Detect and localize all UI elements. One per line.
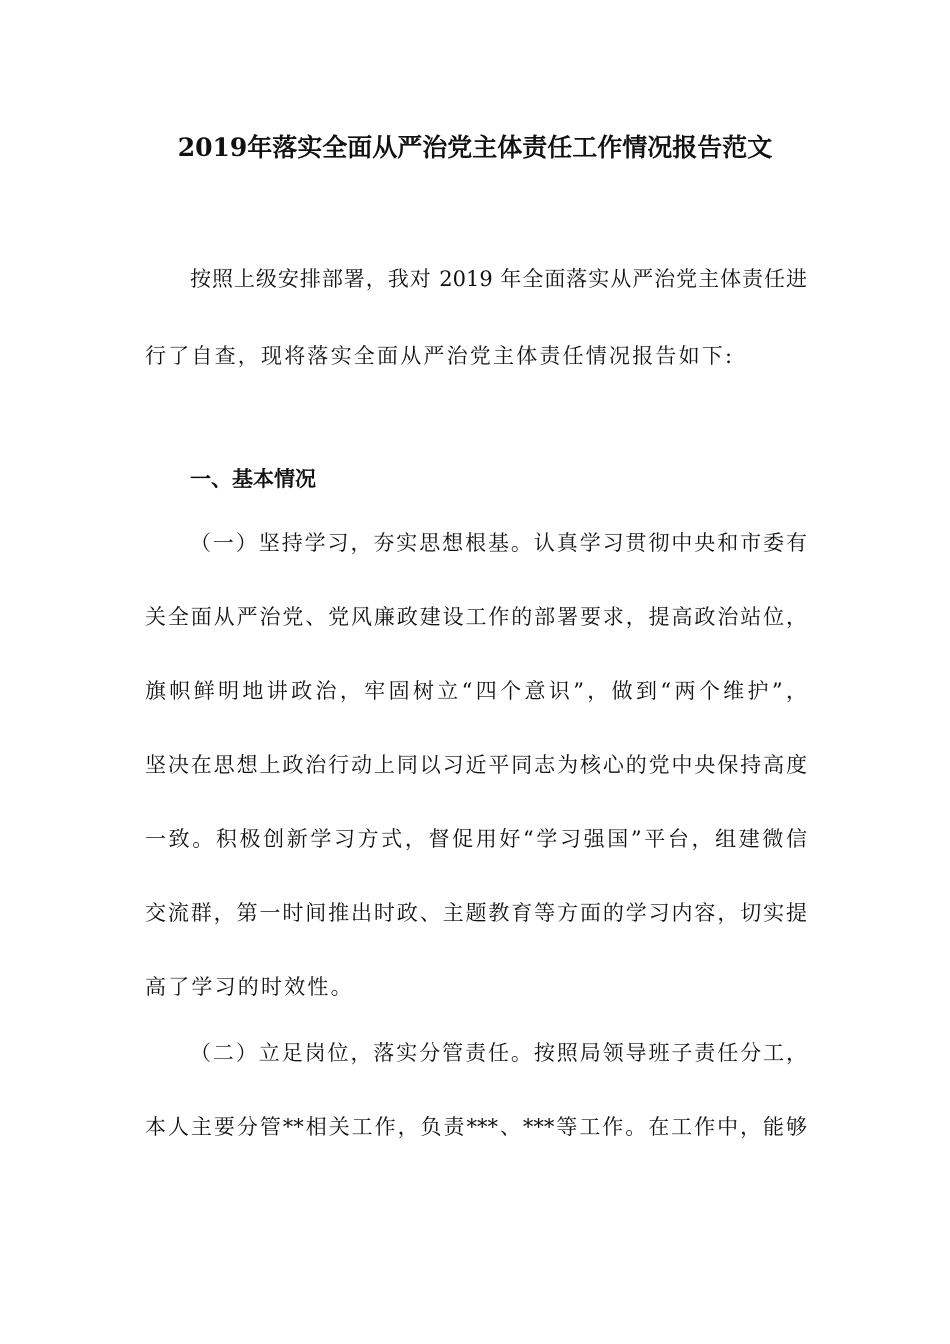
section-heading: 一、基本情况 xyxy=(190,467,316,491)
para2-line-1: （二）立足岗位，落实分管责任。按照局领导班子责任分工， xyxy=(190,1041,807,1065)
para1-line-7: 高了学习的时效性。 xyxy=(145,975,354,999)
para1-line-6: 交流群，第一时间推出时政、主题教育等方面的学习内容，切实提 xyxy=(145,901,807,925)
para2-line-2: 本人主要分管**相关工作，负责***、***等工作。在工作中，能够 xyxy=(145,1115,807,1139)
para1-line-3: 旗帜鲜明地讲政治，牢固树立“四个意识”，做到“两个维护”， xyxy=(145,679,807,703)
para1-line-1: （一）坚持学习，夯实思想根基。认真学习贯彻中央和市委有 xyxy=(190,531,807,555)
document-title: 2019年落实全面从严治党主体责任工作情况报告范文 xyxy=(177,133,773,162)
para1-line-2: 关全面从严治党、党风廉政建设工作的部署要求，提高政治站位， xyxy=(145,605,807,629)
intro-line-1: 按照上级安排部署，我对 2019 年全面落实从严治党主体责任进 xyxy=(190,267,807,291)
para1-line-4: 坚决在思想上政治行动上同以习近平同志为核心的党中央保持高度 xyxy=(145,753,807,777)
intro-line-2: 行了自查，现将落实全面从严治党主体责任情况报告如下: xyxy=(145,344,735,368)
para1-line-5: 一致。积极创新学习方式，督促用好“学习强国”平台，组建微信 xyxy=(145,827,807,851)
